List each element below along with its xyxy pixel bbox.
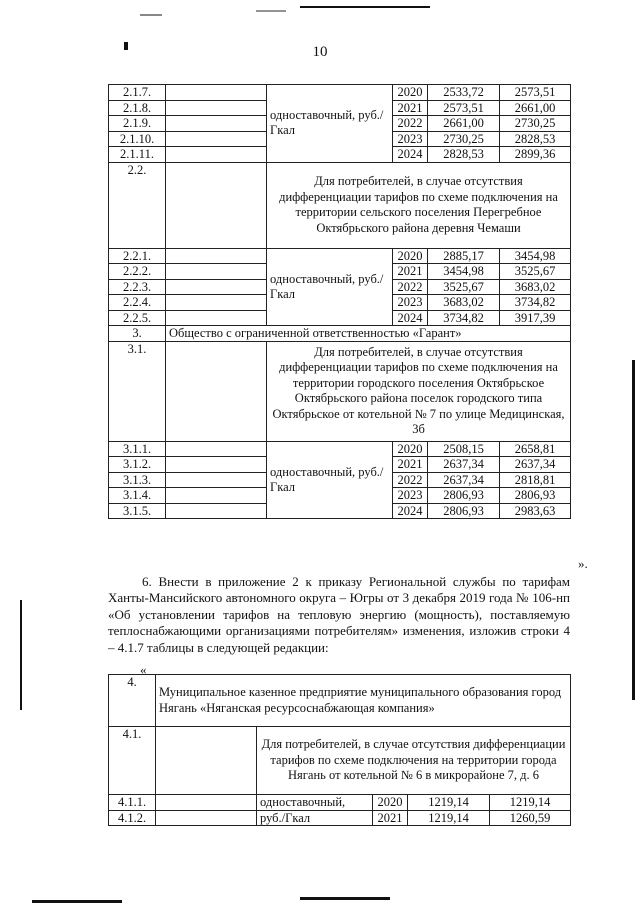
tariff-value-h2: 3917,39 bbox=[500, 310, 571, 326]
amendment-paragraph bbox=[108, 574, 570, 656]
section-row bbox=[109, 162, 571, 248]
year-cell: 2022 bbox=[393, 472, 428, 488]
row-number: 4.1.1. bbox=[109, 795, 156, 811]
amendment-paragraph-text: 6. Внести в приложение 2 к приказу Региональной службы по тарифам Ханты-Мансийского автономного округа – Югры от 3 декабря 2019 года № 106-нп «Об установлении тарифов на тепловую энергию (мощность), поставляемую теплоснабжающими организациями потребителям» изменения, изложив строки 4 – 4.1.7 таблицы в следующей редакции: bbox=[108, 574, 570, 655]
tariff-table-continuation bbox=[108, 84, 571, 519]
row-number: 3.1.1. bbox=[109, 441, 166, 457]
tariff-value-h1: 2533,72 bbox=[428, 85, 500, 101]
section-number: 4.1. bbox=[109, 727, 156, 795]
tariff-value-h1: 2637,34 bbox=[428, 472, 500, 488]
tariff-value-h1: 2885,17 bbox=[428, 248, 500, 264]
row-number: 2.1.9. bbox=[109, 116, 166, 132]
empty-cell bbox=[166, 472, 267, 488]
tariff-value-h2: 1219,14 bbox=[490, 795, 571, 811]
tariff-value-h1: 1219,14 bbox=[408, 795, 490, 811]
row-number: 2.1.10. bbox=[109, 131, 166, 147]
year-cell: 2021 bbox=[393, 100, 428, 116]
tariff-value-h2: 2983,63 bbox=[500, 503, 571, 519]
table-row bbox=[109, 810, 571, 826]
table-row bbox=[109, 441, 571, 457]
empty-cell bbox=[166, 264, 267, 280]
page-number: 10 bbox=[312, 44, 328, 60]
tariff-value-h2: 2899,36 bbox=[500, 147, 571, 163]
organization-row bbox=[109, 675, 571, 727]
empty-cell bbox=[166, 441, 267, 457]
table-row bbox=[109, 248, 571, 264]
scan-mark-left-edge bbox=[20, 600, 22, 710]
tariff-unit-cell: одноставочный, руб./Гкал bbox=[267, 248, 393, 326]
year-cell: 2023 bbox=[393, 131, 428, 147]
year-cell: 2023 bbox=[393, 488, 428, 504]
year-cell: 2024 bbox=[393, 503, 428, 519]
scan-mark-right-edge bbox=[632, 360, 635, 700]
scan-mark-top-bar bbox=[300, 6, 430, 8]
tariff-value-h2: 3734,82 bbox=[500, 295, 571, 311]
empty-cell bbox=[166, 295, 267, 311]
tariff-value-h1: 2806,93 bbox=[428, 488, 500, 504]
tariff-value-h2: 3683,02 bbox=[500, 279, 571, 295]
empty-cell bbox=[156, 810, 257, 826]
tariff-value-h1: 2573,51 bbox=[428, 100, 500, 116]
scan-mark-top bbox=[140, 14, 162, 16]
empty-cell bbox=[166, 488, 267, 504]
empty-cell bbox=[166, 85, 267, 101]
year-cell: 2022 bbox=[393, 279, 428, 295]
empty-cell bbox=[166, 248, 267, 264]
row-number: 2.2.3. bbox=[109, 279, 166, 295]
empty-cell bbox=[166, 131, 267, 147]
empty-cell bbox=[166, 503, 267, 519]
scan-mark-bottom-bar bbox=[32, 900, 122, 903]
year-cell: 2021 bbox=[373, 810, 408, 826]
row-number: 2.1.7. bbox=[109, 85, 166, 101]
tariff-table-new-rows bbox=[108, 674, 571, 826]
tariff-value-h2: 3525,67 bbox=[500, 264, 571, 280]
row-number: 3.1.5. bbox=[109, 503, 166, 519]
closing-quote: ». bbox=[578, 556, 588, 571]
tariff-value-h2: 2661,00 bbox=[500, 100, 571, 116]
tariff-unit-cell: руб./Гкал bbox=[257, 810, 373, 826]
row-number: 3.1.3. bbox=[109, 472, 166, 488]
year-cell: 2023 bbox=[393, 295, 428, 311]
empty-cell bbox=[156, 727, 257, 795]
tariff-value-h2: 1260,59 bbox=[490, 810, 571, 826]
row-number: 2.1.11. bbox=[109, 147, 166, 163]
empty-cell bbox=[166, 457, 267, 473]
tariff-value-h1: 3683,02 bbox=[428, 295, 500, 311]
section-description: Для потребителей, в случае отсутствия дифференциации тарифов по схеме подключения на территории сельского поселения Перегребное Октябрьского района деревня Чемаши bbox=[267, 162, 571, 248]
year-cell: 2024 bbox=[393, 310, 428, 326]
year-cell: 2022 bbox=[393, 116, 428, 132]
tariff-value-h1: 3454,98 bbox=[428, 264, 500, 280]
section-row bbox=[109, 727, 571, 795]
section-row bbox=[109, 341, 571, 441]
table-row bbox=[109, 795, 571, 811]
tariff-value-h2: 2730,25 bbox=[500, 116, 571, 132]
tariff-value-h1: 2661,00 bbox=[428, 116, 500, 132]
empty-cell bbox=[166, 341, 267, 441]
empty-cell bbox=[166, 162, 267, 248]
row-number: 2.2.5. bbox=[109, 310, 166, 326]
empty-cell bbox=[166, 147, 267, 163]
scan-mark-top-right bbox=[256, 10, 286, 12]
tariff-value-h1: 3734,82 bbox=[428, 310, 500, 326]
empty-cell bbox=[166, 279, 267, 295]
tariff-value-h2: 2828,53 bbox=[500, 131, 571, 147]
organization-number: 4. bbox=[109, 675, 156, 727]
row-number: 4.1.2. bbox=[109, 810, 156, 826]
year-cell: 2020 bbox=[373, 795, 408, 811]
row-number: 2.1.8. bbox=[109, 100, 166, 116]
table-row bbox=[109, 85, 571, 101]
row-number: 2.2.4. bbox=[109, 295, 166, 311]
section-number: 2.2. bbox=[109, 162, 166, 248]
organization-number: 3. bbox=[109, 326, 166, 342]
tariff-value-h2: 2573,51 bbox=[500, 85, 571, 101]
tariff-value-h2: 2818,81 bbox=[500, 472, 571, 488]
tariff-value-h1: 2508,15 bbox=[428, 441, 500, 457]
section-description: Для потребителей, в случае отсутствия дифференциации тарифов по схеме подключения на территории города Нягань от котельной № 6 в микрорайоне 7, д. 6 bbox=[257, 727, 571, 795]
tariff-unit-cell: одноставочный, bbox=[257, 795, 373, 811]
tariff-value-h1: 2806,93 bbox=[428, 503, 500, 519]
year-cell: 2024 bbox=[393, 147, 428, 163]
row-number: 2.2.1. bbox=[109, 248, 166, 264]
empty-cell bbox=[166, 310, 267, 326]
opening-quote: « bbox=[140, 662, 147, 677]
empty-cell bbox=[166, 116, 267, 132]
tariff-unit-cell: одноставочный, руб./Гкал bbox=[267, 441, 393, 519]
tariff-value-h2: 3454,98 bbox=[500, 248, 571, 264]
empty-cell bbox=[166, 100, 267, 116]
scan-mark-bottom-bar-2 bbox=[300, 897, 390, 900]
year-cell: 2021 bbox=[393, 457, 428, 473]
tariff-value-h2: 2637,34 bbox=[500, 457, 571, 473]
year-cell: 2020 bbox=[393, 248, 428, 264]
organization-name: Муниципальное казенное предприятие муниципального образования город Нягань «Няганская ресурсоснабжающая компания» bbox=[156, 675, 571, 727]
tariff-value-h1: 2730,25 bbox=[428, 131, 500, 147]
tariff-value-h2: 2806,93 bbox=[500, 488, 571, 504]
section-description: Для потребителей, в случае отсутствия дифференциации тарифов по схеме подключения на территории городского поселения Октябрьское Октябрьского района поселок городского типа Октябрьское от котельной № 7 по улице Медицинская, 3б bbox=[267, 341, 571, 441]
row-number: 2.2.2. bbox=[109, 264, 166, 280]
section-number: 3.1. bbox=[109, 341, 166, 441]
tariff-unit-cell: одноставочный, руб./Гкал bbox=[267, 85, 393, 163]
tariff-value-h1: 3525,67 bbox=[428, 279, 500, 295]
empty-cell bbox=[156, 795, 257, 811]
year-cell: 2021 bbox=[393, 264, 428, 280]
organization-name: Общество с ограниченной ответственностью «Гарант» bbox=[166, 326, 571, 342]
tariff-value-h2: 2658,81 bbox=[500, 441, 571, 457]
year-cell: 2020 bbox=[393, 85, 428, 101]
row-number: 3.1.4. bbox=[109, 488, 166, 504]
tariff-value-h1: 2828,53 bbox=[428, 147, 500, 163]
tariff-value-h1: 2637,34 bbox=[428, 457, 500, 473]
tariff-value-h1: 1219,14 bbox=[408, 810, 490, 826]
organization-row bbox=[109, 326, 571, 342]
row-number: 3.1.2. bbox=[109, 457, 166, 473]
year-cell: 2020 bbox=[393, 441, 428, 457]
